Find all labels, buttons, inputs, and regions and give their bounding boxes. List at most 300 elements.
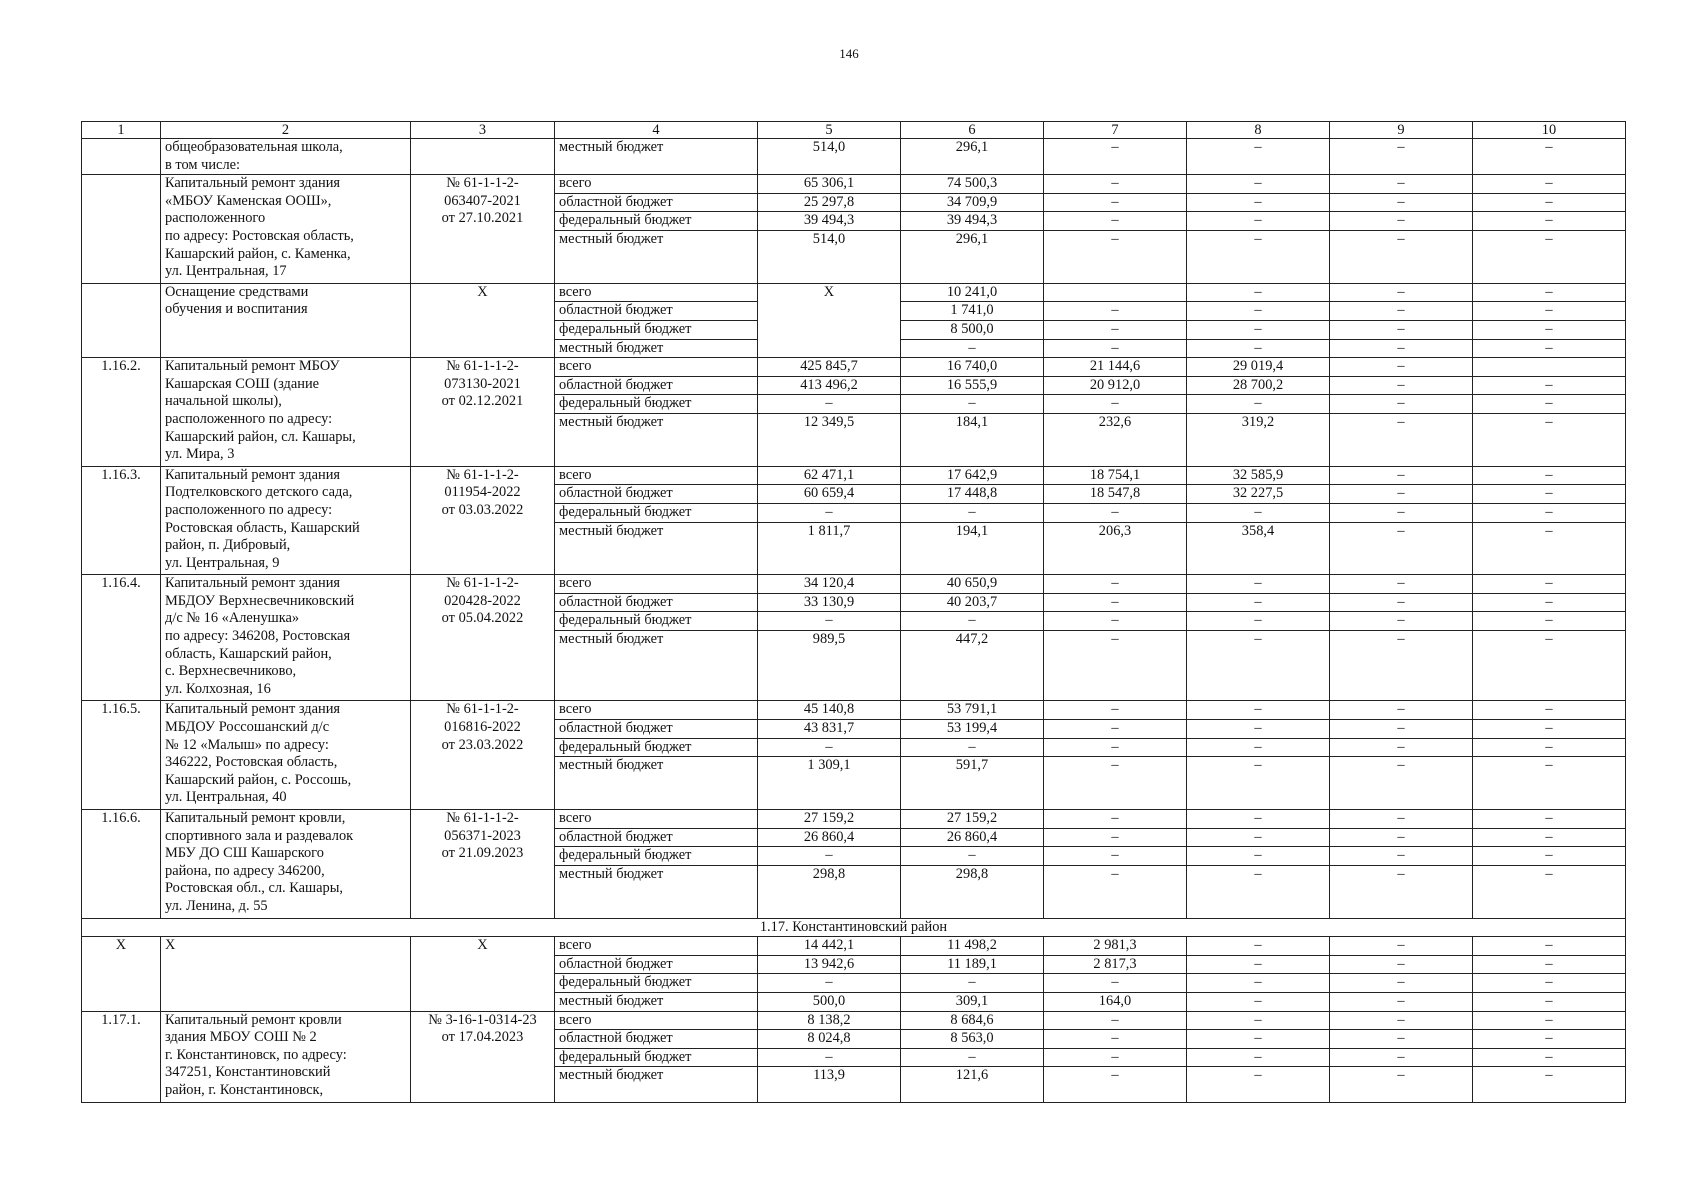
funding-source-cell: местный бюджет: [555, 413, 758, 466]
table-row: [82, 466, 1626, 485]
value-cell: –: [758, 974, 901, 993]
value-cell: –: [1330, 810, 1473, 829]
value-cell: –: [1187, 993, 1330, 1012]
value-cell: 14 442,1: [758, 937, 901, 956]
value-cell: –: [1473, 139, 1626, 175]
value-cell: –: [1330, 1067, 1473, 1102]
value-cell: 26 860,4: [758, 828, 901, 847]
value-cell: 60 659,4: [758, 485, 901, 504]
value-cell: 32 227,5: [1187, 485, 1330, 504]
value-cell: –: [1473, 1048, 1626, 1067]
value-cell: –: [1473, 230, 1626, 283]
value-cell: 12 349,5: [758, 413, 901, 466]
row-number-cell: 1.16.5.: [82, 701, 161, 810]
value-cell: 447,2: [901, 631, 1044, 701]
funding-source-cell: всего: [555, 175, 758, 194]
value-cell: –: [1330, 358, 1473, 377]
value-cell: –: [1187, 1011, 1330, 1030]
value-cell: 34 709,9: [901, 193, 1044, 212]
funding-source-cell: всего: [555, 1011, 758, 1030]
value-cell: 32 585,9: [1187, 466, 1330, 485]
value-cell: –: [1187, 720, 1330, 739]
table-row: [82, 1011, 1626, 1030]
value-cell: –: [1473, 612, 1626, 631]
value-cell: –: [901, 738, 1044, 757]
value-cell: –: [1187, 847, 1330, 866]
value-cell: –: [758, 847, 901, 866]
value-cell: 53 199,4: [901, 720, 1044, 739]
value-cell: –: [1330, 320, 1473, 339]
value-cell: –: [1187, 974, 1330, 993]
value-cell: –: [1044, 1048, 1187, 1067]
value-cell: –: [1044, 193, 1187, 212]
value-cell: –: [1044, 701, 1187, 720]
value-cell: 413 496,2: [758, 376, 901, 395]
funding-source-cell: местный бюджет: [555, 339, 758, 358]
value-cell: Х: [758, 283, 901, 357]
value-cell: –: [1330, 631, 1473, 701]
object-name-cell: Капитальный ремонт кровли здания МБОУ СОШ № 2 г. Константиновск, по адресу: 347251, Константиновский район, г. Константиновск,: [161, 1011, 411, 1102]
value-cell: –: [901, 612, 1044, 631]
object-name-cell: Капитальный ремонт МБОУ Кашарская СОШ (здание начальной школы), расположенного по адресу: Кашарский район, сл. Кашары, ул. Мира, 3: [161, 358, 411, 467]
value-cell: –: [1187, 193, 1330, 212]
value-cell: 43 831,7: [758, 720, 901, 739]
value-cell: –: [1473, 522, 1626, 575]
funding-source-cell: всего: [555, 937, 758, 956]
value-cell: 8 024,8: [758, 1030, 901, 1049]
value-cell: –: [1044, 757, 1187, 810]
value-cell: 2 817,3: [1044, 955, 1187, 974]
value-cell: –: [1473, 847, 1626, 866]
budget-table: [81, 121, 1626, 1103]
value-cell: 8 138,2: [758, 1011, 901, 1030]
value-cell: –: [1473, 395, 1626, 414]
value-cell: 514,0: [758, 230, 901, 283]
value-cell: –: [1473, 810, 1626, 829]
value-cell: –: [1473, 738, 1626, 757]
value-cell: –: [1473, 1011, 1626, 1030]
value-cell: –: [1187, 175, 1330, 194]
document-number-cell: [411, 139, 555, 175]
value-cell: –: [1187, 1030, 1330, 1049]
value-cell: –: [1187, 701, 1330, 720]
value-cell: –: [1044, 738, 1187, 757]
value-cell: 16 740,0: [901, 358, 1044, 377]
document-number-cell: № 61-1-1-2- 073130-2021 от 02.12.2021: [411, 358, 555, 467]
value-cell: –: [1044, 631, 1187, 701]
value-cell: –: [1473, 503, 1626, 522]
value-cell: –: [1187, 612, 1330, 631]
value-cell: –: [758, 612, 901, 631]
value-cell: 40 650,9: [901, 575, 1044, 594]
column-number: 10: [1473, 122, 1626, 139]
value-cell: –: [1330, 738, 1473, 757]
table-row: [82, 701, 1626, 720]
funding-source-cell: местный бюджет: [555, 631, 758, 701]
value-cell: –: [1044, 139, 1187, 175]
funding-source-cell: федеральный бюджет: [555, 503, 758, 522]
table-row: [82, 283, 1626, 302]
value-cell: 17 448,8: [901, 485, 1044, 504]
value-cell: –: [1187, 503, 1330, 522]
value-cell: –: [1473, 1030, 1626, 1049]
value-cell: –: [1330, 974, 1473, 993]
document-number-cell: Х: [411, 283, 555, 357]
value-cell: –: [1187, 828, 1330, 847]
funding-source-cell: федеральный бюджет: [555, 847, 758, 866]
value-cell: –: [1044, 1067, 1187, 1102]
value-cell: –: [1473, 720, 1626, 739]
value-cell: –: [1044, 847, 1187, 866]
funding-source-cell: местный бюджет: [555, 1067, 758, 1102]
column-number: 2: [161, 122, 411, 139]
table-row: [82, 810, 1626, 829]
value-cell: –: [1187, 339, 1330, 358]
funding-source-cell: областной бюджет: [555, 485, 758, 504]
value-cell: –: [1044, 593, 1187, 612]
row-number-cell: 1.16.4.: [82, 575, 161, 701]
value-cell: [1473, 358, 1626, 377]
value-cell: –: [1330, 828, 1473, 847]
value-cell: 989,5: [758, 631, 901, 701]
value-cell: –: [1187, 865, 1330, 918]
value-cell: –: [1187, 1067, 1330, 1102]
value-cell: –: [1187, 1048, 1330, 1067]
value-cell: –: [1330, 1011, 1473, 1030]
table-row: [82, 139, 1626, 175]
value-cell: –: [1044, 828, 1187, 847]
value-cell: –: [1044, 575, 1187, 594]
value-cell: 164,0: [1044, 993, 1187, 1012]
value-cell: –: [1473, 955, 1626, 974]
funding-source-cell: всего: [555, 358, 758, 377]
value-cell: –: [1044, 503, 1187, 522]
value-cell: 20 912,0: [1044, 376, 1187, 395]
value-cell: –: [1330, 413, 1473, 466]
value-cell: 358,4: [1187, 522, 1330, 575]
column-number: 4: [555, 122, 758, 139]
value-cell: –: [1044, 810, 1187, 829]
object-name-cell: Капитальный ремонт здания МБДОУ Верхнесвечниковский д/с № 16 «Аленушка» по адресу: 346208, Ростовская область, Кашарский район, с. Верхнесвечниково, ул. Колхозная, 16: [161, 575, 411, 701]
value-cell: –: [1044, 395, 1187, 414]
value-cell: 74 500,3: [901, 175, 1044, 194]
value-cell: –: [1187, 593, 1330, 612]
value-cell: –: [1330, 612, 1473, 631]
value-cell: 1 811,7: [758, 522, 901, 575]
row-number-cell: 1.16.2.: [82, 358, 161, 467]
value-cell: –: [1187, 139, 1330, 175]
value-cell: –: [1330, 593, 1473, 612]
value-cell: –: [1044, 302, 1187, 321]
value-cell: –: [1330, 212, 1473, 231]
funding-source-cell: областной бюджет: [555, 302, 758, 321]
column-number: 3: [411, 122, 555, 139]
funding-source-cell: всего: [555, 466, 758, 485]
value-cell: –: [1187, 320, 1330, 339]
document-number-cell: № 61-1-1-2- 011954-2022 от 03.03.2022: [411, 466, 555, 575]
value-cell: –: [1330, 139, 1473, 175]
value-cell: 309,1: [901, 993, 1044, 1012]
column-number: 6: [901, 122, 1044, 139]
table-row: [82, 575, 1626, 594]
value-cell: –: [1473, 212, 1626, 231]
value-cell: 425 845,7: [758, 358, 901, 377]
value-cell: –: [1330, 230, 1473, 283]
value-cell: 65 306,1: [758, 175, 901, 194]
value-cell: –: [901, 1048, 1044, 1067]
value-cell: 1 741,0: [901, 302, 1044, 321]
column-number: 7: [1044, 122, 1187, 139]
funding-source-cell: областной бюджет: [555, 1030, 758, 1049]
value-cell: 2 981,3: [1044, 937, 1187, 956]
table-row: [82, 358, 1626, 377]
value-cell: 319,2: [1187, 413, 1330, 466]
value-cell: –: [1044, 339, 1187, 358]
value-cell: –: [1330, 503, 1473, 522]
row-number-cell: 1.16.6.: [82, 810, 161, 919]
value-cell: 29 019,4: [1187, 358, 1330, 377]
value-cell: 13 942,6: [758, 955, 901, 974]
value-cell: 33 130,9: [758, 593, 901, 612]
value-cell: –: [1187, 283, 1330, 302]
funding-source-cell: федеральный бюджет: [555, 974, 758, 993]
section-row: [82, 918, 1626, 937]
funding-source-cell: всего: [555, 701, 758, 720]
document-number-cell: № 61-1-1-2- 056371-2023 от 21.09.2023: [411, 810, 555, 919]
value-cell: 62 471,1: [758, 466, 901, 485]
value-cell: –: [1187, 955, 1330, 974]
value-cell: –: [1187, 302, 1330, 321]
value-cell: 18 754,1: [1044, 466, 1187, 485]
funding-source-cell: местный бюджет: [555, 757, 758, 810]
document-number-cell: № 3-16-1-0314-23 от 17.04.2023: [411, 1011, 555, 1102]
value-cell: –: [1473, 302, 1626, 321]
value-cell: –: [1473, 283, 1626, 302]
row-number-cell: Х: [82, 937, 161, 1011]
value-cell: –: [1473, 974, 1626, 993]
column-number: 8: [1187, 122, 1330, 139]
funding-source-cell: областной бюджет: [555, 720, 758, 739]
value-cell: –: [1044, 612, 1187, 631]
value-cell: 298,8: [901, 865, 1044, 918]
value-cell: –: [1473, 701, 1626, 720]
value-cell: –: [1473, 828, 1626, 847]
object-name-cell: Капитальный ремонт здания Подтелковского детского сада, расположенного по адресу: Ростовская область, Кашарский район, п. Дибровый, ул. Центральная, 9: [161, 466, 411, 575]
value-cell: 1 309,1: [758, 757, 901, 810]
funding-source-cell: местный бюджет: [555, 993, 758, 1012]
value-cell: –: [1330, 847, 1473, 866]
document-number-cell: Х: [411, 937, 555, 1011]
value-cell: [1044, 283, 1187, 302]
value-cell: 206,3: [1044, 522, 1187, 575]
funding-source-cell: местный бюджет: [555, 230, 758, 283]
value-cell: –: [758, 395, 901, 414]
funding-source-cell: областной бюджет: [555, 376, 758, 395]
value-cell: –: [1473, 376, 1626, 395]
document-number-cell: № 61-1-1-2- 020428-2022 от 05.04.2022: [411, 575, 555, 701]
funding-source-cell: федеральный бюджет: [555, 738, 758, 757]
value-cell: –: [758, 503, 901, 522]
value-cell: 18 547,8: [1044, 485, 1187, 504]
column-number: 5: [758, 122, 901, 139]
value-cell: –: [1044, 865, 1187, 918]
value-cell: 591,7: [901, 757, 1044, 810]
value-cell: –: [1330, 395, 1473, 414]
value-cell: 121,6: [901, 1067, 1044, 1102]
value-cell: –: [1473, 631, 1626, 701]
value-cell: –: [1330, 955, 1473, 974]
value-cell: –: [1044, 720, 1187, 739]
value-cell: 11 189,1: [901, 955, 1044, 974]
object-name-cell: Капитальный ремонт кровли, спортивного зала и раздевалок МБУ ДО СШ Кашарского района, по адресу 346200, Ростовская обл., сл. Кашары, ул. Ленина, д. 55: [161, 810, 411, 919]
value-cell: 296,1: [901, 230, 1044, 283]
value-cell: –: [1187, 575, 1330, 594]
section-title: 1.17. Константиновский район: [82, 918, 1626, 937]
value-cell: –: [1330, 701, 1473, 720]
value-cell: –: [1187, 738, 1330, 757]
value-cell: 45 140,8: [758, 701, 901, 720]
table-body: [82, 139, 1626, 1103]
value-cell: –: [1044, 974, 1187, 993]
funding-source-cell: областной бюджет: [555, 955, 758, 974]
value-cell: –: [1473, 593, 1626, 612]
object-name-cell: Х: [161, 937, 411, 1011]
funding-source-cell: федеральный бюджет: [555, 1048, 758, 1067]
value-cell: 25 297,8: [758, 193, 901, 212]
column-number: 1: [82, 122, 161, 139]
value-cell: –: [1330, 1048, 1473, 1067]
value-cell: –: [1330, 937, 1473, 956]
value-cell: –: [1473, 575, 1626, 594]
value-cell: 8 500,0: [901, 320, 1044, 339]
value-cell: –: [1473, 937, 1626, 956]
value-cell: –: [758, 738, 901, 757]
value-cell: –: [1473, 193, 1626, 212]
row-number-cell: 1.17.1.: [82, 1011, 161, 1102]
value-cell: 34 120,4: [758, 575, 901, 594]
value-cell: 53 791,1: [901, 701, 1044, 720]
value-cell: –: [1044, 212, 1187, 231]
row-number-cell: [82, 283, 161, 357]
value-cell: –: [1187, 757, 1330, 810]
value-cell: –: [901, 974, 1044, 993]
funding-source-cell: областной бюджет: [555, 593, 758, 612]
value-cell: –: [901, 339, 1044, 358]
object-name-cell: Капитальный ремонт здания МБДОУ Россошанский д/с № 12 «Малыш» по адресу: 346222, Ростовская область, Кашарский район, с. Россошь, ул. Центральная, 40: [161, 701, 411, 810]
funding-source-cell: областной бюджет: [555, 828, 758, 847]
funding-source-cell: областной бюджет: [555, 193, 758, 212]
value-cell: –: [1473, 339, 1626, 358]
value-cell: –: [1330, 339, 1473, 358]
value-cell: –: [1473, 993, 1626, 1012]
value-cell: –: [1330, 757, 1473, 810]
value-cell: –: [1044, 1011, 1187, 1030]
value-cell: –: [1330, 993, 1473, 1012]
value-cell: –: [1330, 865, 1473, 918]
value-cell: –: [1330, 302, 1473, 321]
funding-source-cell: всего: [555, 283, 758, 302]
value-cell: –: [1473, 466, 1626, 485]
funding-source-cell: всего: [555, 575, 758, 594]
value-cell: –: [1187, 631, 1330, 701]
row-number-cell: [82, 175, 161, 284]
value-cell: 28 700,2: [1187, 376, 1330, 395]
value-cell: 8 684,6: [901, 1011, 1044, 1030]
funding-source-cell: федеральный бюджет: [555, 612, 758, 631]
value-cell: 514,0: [758, 139, 901, 175]
table-row: [82, 937, 1626, 956]
value-cell: 232,6: [1044, 413, 1187, 466]
value-cell: –: [1187, 395, 1330, 414]
page-number: 146: [839, 46, 859, 61]
value-cell: –: [1473, 485, 1626, 504]
value-cell: 184,1: [901, 413, 1044, 466]
funding-source-cell: федеральный бюджет: [555, 212, 758, 231]
value-cell: 17 642,9: [901, 466, 1044, 485]
value-cell: –: [1473, 413, 1626, 466]
object-name-cell: Капитальный ремонт здания «МБОУ Каменская ООШ», расположенного по адресу: Ростовская область, Кашарский район, с. Каменка, ул. Центральная, 17: [161, 175, 411, 284]
value-cell: 39 494,3: [901, 212, 1044, 231]
value-cell: 39 494,3: [758, 212, 901, 231]
funding-source-cell: местный бюджет: [555, 522, 758, 575]
value-cell: 11 498,2: [901, 937, 1044, 956]
value-cell: –: [1187, 230, 1330, 283]
value-cell: 500,0: [758, 993, 901, 1012]
value-cell: 10 241,0: [901, 283, 1044, 302]
value-cell: –: [1330, 720, 1473, 739]
value-cell: –: [901, 503, 1044, 522]
row-number-cell: 1.16.3.: [82, 466, 161, 575]
value-cell: 298,8: [758, 865, 901, 918]
funding-source-cell: всего: [555, 810, 758, 829]
document-number-cell: № 61-1-1-2- 016816-2022 от 23.03.2022: [411, 701, 555, 810]
object-name-cell: общеобразовательная школа, в том числе:: [161, 139, 411, 175]
value-cell: 113,9: [758, 1067, 901, 1102]
funding-source-cell: местный бюджет: [555, 139, 758, 175]
value-cell: –: [1044, 230, 1187, 283]
value-cell: –: [1473, 1067, 1626, 1102]
value-cell: –: [1044, 1030, 1187, 1049]
row-number-cell: [82, 139, 161, 175]
value-cell: 40 203,7: [901, 593, 1044, 612]
value-cell: –: [1330, 1030, 1473, 1049]
value-cell: –: [1330, 466, 1473, 485]
column-numbers-row: [82, 122, 1626, 139]
value-cell: –: [1473, 865, 1626, 918]
funding-source-cell: федеральный бюджет: [555, 320, 758, 339]
value-cell: –: [901, 847, 1044, 866]
value-cell: 8 563,0: [901, 1030, 1044, 1049]
value-cell: 26 860,4: [901, 828, 1044, 847]
value-cell: 27 159,2: [901, 810, 1044, 829]
table-row: [82, 175, 1626, 194]
value-cell: –: [1187, 212, 1330, 231]
document-number-cell: № 61-1-1-2- 063407-2021 от 27.10.2021: [411, 175, 555, 284]
value-cell: –: [1330, 175, 1473, 194]
value-cell: –: [1330, 575, 1473, 594]
value-cell: –: [1330, 522, 1473, 575]
funding-source-cell: федеральный бюджет: [555, 395, 758, 414]
value-cell: –: [1473, 757, 1626, 810]
value-cell: 27 159,2: [758, 810, 901, 829]
value-cell: –: [1330, 485, 1473, 504]
value-cell: 296,1: [901, 139, 1044, 175]
column-number: 9: [1330, 122, 1473, 139]
value-cell: –: [1187, 810, 1330, 829]
value-cell: –: [1044, 320, 1187, 339]
value-cell: –: [901, 395, 1044, 414]
value-cell: –: [1330, 376, 1473, 395]
